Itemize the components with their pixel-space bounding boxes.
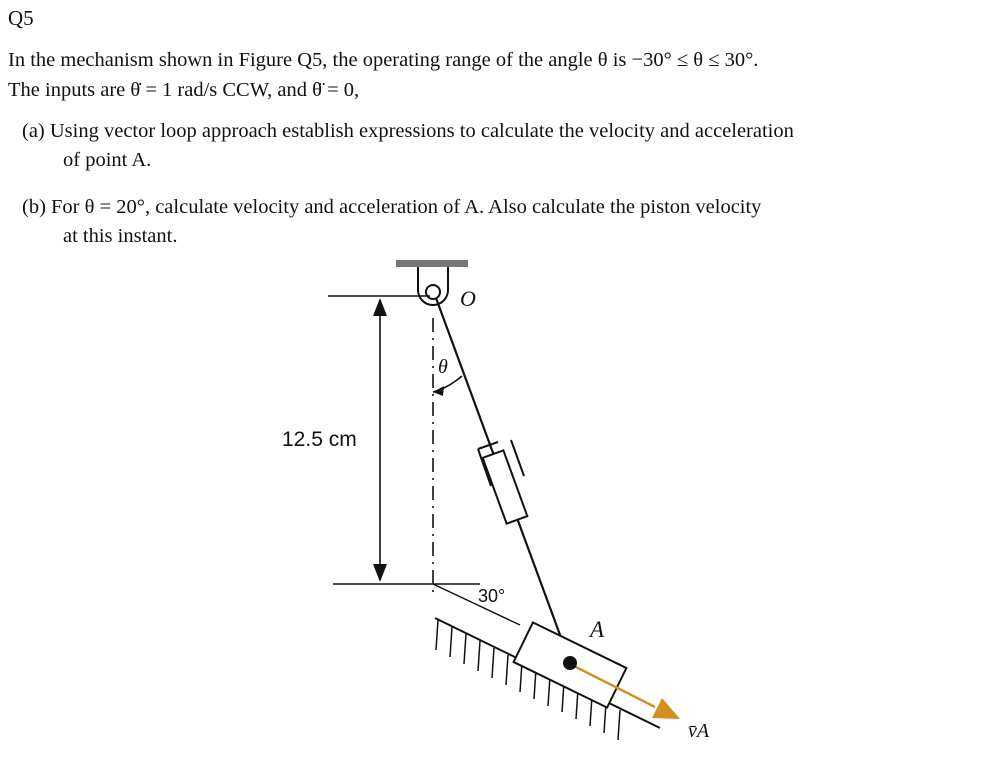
velocity-label: v̄A <box>688 720 710 742</box>
incline-angle-label: 30° <box>478 586 506 606</box>
part-b-line-2: at this instant. <box>63 225 178 247</box>
ceiling-support <box>396 260 468 267</box>
dimension-label: 12.5 cm <box>282 428 357 451</box>
part-a-line-1: (a) Using vector loop approach establish expressions to calculate the velocity and acceleration <box>22 120 794 142</box>
pivot-pin <box>426 285 440 299</box>
incline-reference-line <box>433 584 520 625</box>
part-a-line-2: of point A. <box>63 149 152 171</box>
pivot-o-label: O <box>460 286 476 311</box>
point-a-pin <box>563 656 577 670</box>
point-a-label: A <box>590 617 605 642</box>
dimension-arrowhead-bottom <box>373 564 387 582</box>
question-number: Q5 <box>8 6 34 30</box>
part-b-line-1: (b) For θ = 20°, calculate velocity and acceleration of A. Also calculate the piston velocity <box>22 196 762 218</box>
velocity-arrowhead <box>652 698 680 719</box>
dimension-arrowhead-top <box>373 298 387 316</box>
cylinder-rod-top-cap <box>478 442 498 449</box>
problem-statement-line-1: In the mechanism shown in Figure Q5, the operating range of the angle θ is −30° ≤ θ ≤ 30°. <box>8 49 759 71</box>
piston-cylinder <box>483 450 528 523</box>
theta-label: θ <box>438 356 448 378</box>
cylinder-wall-right <box>511 440 524 476</box>
problem-statement-line-2: The inputs are θ̇ = 1 rad/s CCW, and θ̈ = 0, <box>8 79 360 101</box>
